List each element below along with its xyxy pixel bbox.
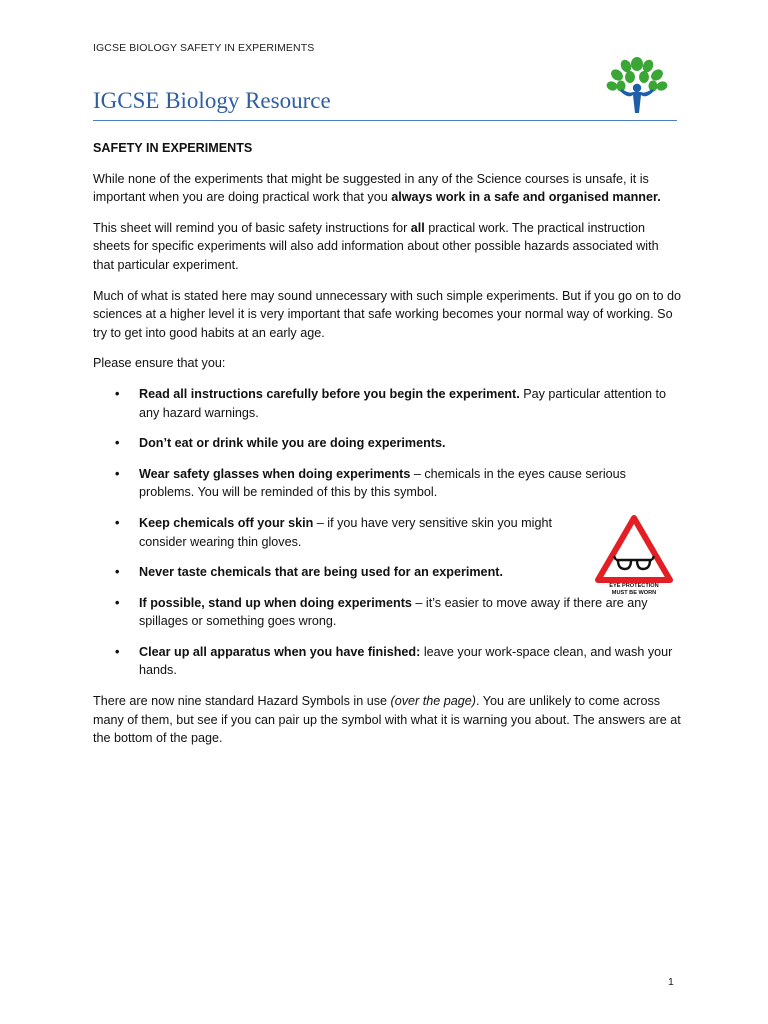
rule-title: Read all instructions carefully before you begin the experiment. <box>139 386 520 401</box>
closing-text-start: There are now nine standard Hazard Symbols in use <box>93 694 391 709</box>
rule-title: Wear safety glasses when doing experiments <box>139 466 411 481</box>
document-body <box>93 139 683 760</box>
bullet-marker: • <box>115 595 120 610</box>
rule-title: Don’t eat or drink while you are doing experiments. <box>139 436 446 451</box>
list-item <box>93 465 683 502</box>
running-header-topic: SAFETY IN EXPERIMENTS <box>176 42 315 54</box>
list-item <box>93 514 579 551</box>
bullet-marker: • <box>115 466 120 481</box>
list-item <box>93 594 683 631</box>
purpose-text-end: practical work. The practical instruction sheets for specific experiments will also add information about other possible hazards associated with that particular experiment. <box>93 220 659 272</box>
running-header-subject: IGCSE BIOLOGY <box>93 42 177 54</box>
habits-paragraph: Much of what is stated here may sound unnecessary with such simple experiments. But if you go on to do sciences at a higher level it is very important that safe working becomes your normal way of working. So try to get into good habits at an early age. <box>93 288 682 340</box>
rule-title: Clear up all apparatus when you have finished: <box>139 644 421 659</box>
list-item <box>93 434 683 453</box>
bullet-marker: • <box>115 644 120 659</box>
ensure-paragraph: Please ensure that you: <box>93 356 226 371</box>
eye-protection-caption-line2: MUST BE WORN <box>611 590 657 596</box>
page-number: 1 <box>668 976 674 988</box>
bullet-marker: • <box>115 436 120 451</box>
purpose-text-start: This sheet will remind you of basic safety instructions for <box>93 220 411 235</box>
page-title: IGCSE Biology Resource <box>93 88 331 113</box>
bullet-marker: • <box>115 565 120 580</box>
tree-person-logo-icon <box>606 55 668 115</box>
closing-emphasis: (over the page) <box>390 694 476 709</box>
rule-detail: – chemicals in the eyes cause serious problems. You will be reminded of this by this symbol. <box>139 466 626 500</box>
purpose-paragraph <box>93 219 683 275</box>
bullet-marker: • <box>115 386 120 401</box>
running-header <box>93 42 314 54</box>
section-heading: SAFETY IN EXPERIMENTS <box>93 141 253 155</box>
rule-detail: Pay particular attention to any hazard warnings. <box>139 386 667 420</box>
rule-detail: leave your work-space clean, and wash your hands. <box>139 644 673 678</box>
closing-paragraph <box>93 692 683 748</box>
list-item <box>93 643 683 680</box>
intro-paragraph <box>93 170 683 207</box>
bullet-marker: • <box>115 515 120 530</box>
eye-protection-caption <box>594 583 674 597</box>
rule-title: If possible, stand up when doing experiments <box>139 595 412 610</box>
closing-text-end: . You are unlikely to come across many of them, but see if you can pair up the symbol with what it is warning you about. The answers are at the bottom of the page. <box>93 694 681 746</box>
title-underline <box>93 120 677 121</box>
intro-emphasis: always work in a safe and organised manner. <box>391 190 661 205</box>
rule-title: Never taste chemicals that are being used for an experiment. <box>139 565 503 580</box>
list-item <box>93 385 683 422</box>
eye-protection-caption-line1: EYE PROTECTION <box>609 583 659 589</box>
rule-detail: – it’s easier to move away if there are any spillages or something goes wrong. <box>139 595 648 629</box>
intro-text: While none of the experiments that might be suggested in any of the Science courses is unsafe, it is important when you are doing practical work that you <box>93 171 649 205</box>
rule-detail: – if you have very sensitive skin you might consider wearing thin gloves. <box>139 515 552 549</box>
purpose-emphasis: all <box>410 220 425 235</box>
rule-title: Keep chemicals off your skin <box>139 515 314 530</box>
